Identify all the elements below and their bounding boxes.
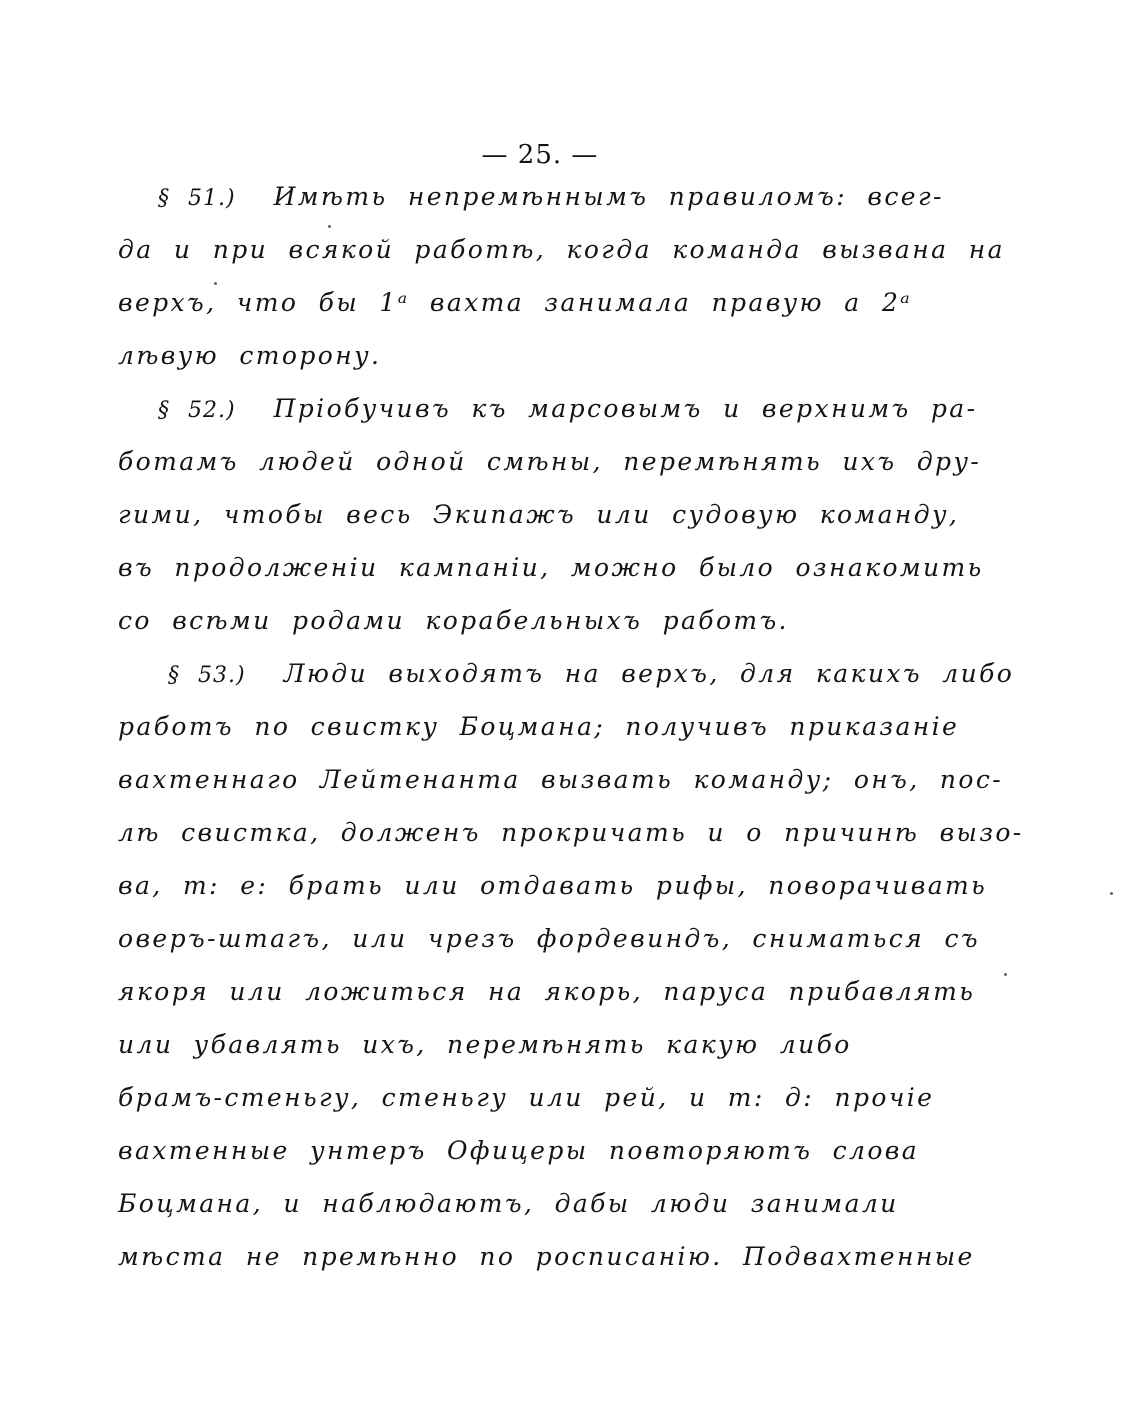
paragraph-51-number: § 51.)	[158, 186, 236, 211]
paragraph-53-line-8: или убавлять ихъ, перемѣнять какую либо	[118, 1030, 852, 1059]
paragraph-53-line-3: вахтеннаго Лейтенанта вызвать команду; онъ, пос-	[118, 765, 1004, 794]
scan-dot-mark	[328, 225, 331, 228]
paragraph-51-line-3: верхъ, что бы 1ᵃ вахта занимала правую а 2ᵃ	[118, 288, 913, 317]
paragraph-51-line-1	[118, 170, 968, 223]
paragraph-53-line-4: лѣ свистка, долженъ прокричать и о причинѣ вызо-	[118, 818, 1024, 847]
paragraph-51-line-4: лѣвую сторону.	[118, 341, 382, 370]
manuscript-text	[118, 170, 1024, 1283]
paragraph-53-line-5: ва, т: е: брать или отдавать рифы, поворачивать	[118, 871, 988, 900]
paragraph-52-line-4: въ продолженіи кампаніи, можно было ознакомить	[118, 553, 984, 582]
scan-dot-mark	[1004, 973, 1007, 976]
paragraph-53-line-11: Боцмана, и наблюдаютъ, дабы люди занимали	[118, 1189, 899, 1218]
paragraph-53-line-10: вахтенные унтеръ Офицеры повторяютъ слова	[118, 1136, 920, 1165]
paragraph-52-number: § 52.)	[158, 398, 236, 423]
paragraph-53-line-9: брамъ-стеньгу, стеньгу или рей, и т: д: прочіе	[118, 1083, 935, 1112]
scan-dot-mark	[1110, 892, 1113, 895]
paragraph-51-text-line: Имѣть непремѣннымъ правиломъ: всег-	[273, 182, 944, 211]
paragraph-52-line-1	[118, 382, 978, 435]
paragraph-53-line-12: мѣста не премѣнно по росписанію. Подвахтенные	[118, 1242, 975, 1271]
paragraph-52-line-2: ботамъ людей одной смѣны, перемѣнять ихъ дру-	[118, 447, 982, 476]
paragraph-52-line-3: гими, чтобы весь Экипажъ или судовую команду,	[118, 500, 960, 529]
paragraph-53-text-line: Люди выходятъ на верхъ, для какихъ либо	[283, 659, 1015, 688]
paragraph-53-number: § 53.)	[168, 663, 246, 688]
paragraph-52-text-line: Пріобучивъ къ марсовымъ и верхнимъ ра-	[273, 394, 978, 423]
paragraph-52-line-5: со всѣми родами корабельныхъ работъ.	[118, 606, 789, 635]
paragraph-53-line-1	[118, 647, 1015, 700]
paragraph-53-line-2: работъ по свистку Боцмана; получивъ приказаніе	[118, 712, 960, 741]
paragraph-53-line-7: якоря или ложиться на якорь, паруса прибавлять	[118, 977, 976, 1006]
scan-dot-mark	[214, 282, 217, 285]
paragraph-51-line-2: да и при всякой работѣ, когда команда вызвана на	[118, 235, 1005, 264]
page-number: — 25. —	[481, 140, 599, 170]
paragraph-53-line-6: оверъ-штагъ, или чрезъ фордевиндъ, сниматься съ	[118, 924, 980, 953]
